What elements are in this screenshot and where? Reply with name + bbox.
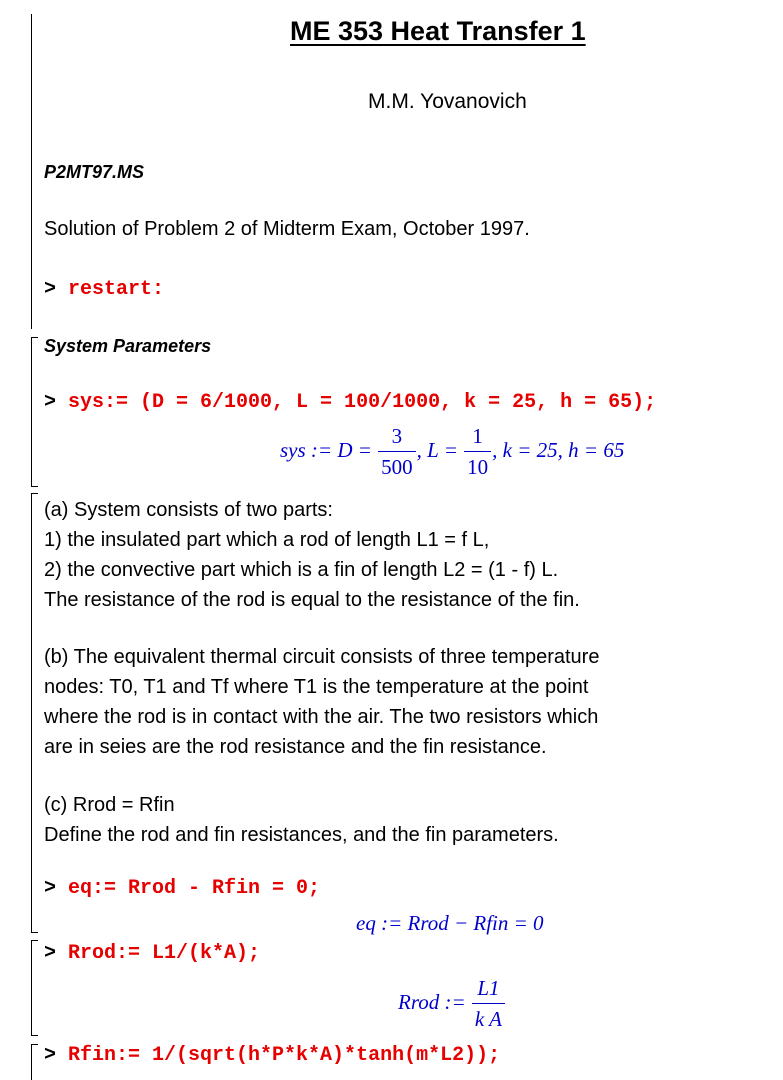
input-line-sys[interactable] bbox=[44, 391, 656, 414]
text-line: (a) System consists of two parts: bbox=[44, 499, 333, 521]
output-eq: eq := Rrod − Rfin = 0 bbox=[356, 911, 544, 935]
output-sys-frac1-num: 3 bbox=[391, 424, 403, 448]
paragraph-b bbox=[44, 642, 599, 762]
output-sys-rest: , k = 25, h = 65 bbox=[492, 437, 625, 462]
section-bracket-rfin bbox=[31, 1044, 32, 1080]
output-rrod bbox=[398, 976, 506, 1032]
code-sys[interactable]: sys:= (D = 6/1000, L = 100/1000, k = 25, h = 65); bbox=[68, 391, 657, 414]
output-sys-mid: , L = bbox=[416, 437, 464, 462]
prompt: > bbox=[44, 1044, 57, 1067]
section-heading-system: System Parameters bbox=[44, 336, 212, 356]
text-line: where the rod is in contact with the air. The two resistors which bbox=[44, 706, 599, 728]
input-line-eq[interactable] bbox=[44, 877, 320, 900]
file-label: P2MT97.MS bbox=[44, 162, 145, 182]
prompt: > bbox=[44, 877, 57, 900]
section-bracket-rrod bbox=[31, 940, 32, 1036]
section-bracket-intro bbox=[31, 14, 32, 329]
text-line: 1) the insulated part which a rod of length L1 = f L, bbox=[44, 529, 490, 551]
code-rfin[interactable]: Rfin:= 1/(sqrt(h*P*k*A)*tanh(m*L2)); bbox=[68, 1044, 501, 1067]
output-sys-lhs: sys := D = bbox=[280, 437, 378, 462]
paragraph-c bbox=[44, 790, 559, 850]
code-restart[interactable]: restart: bbox=[68, 278, 165, 301]
output-sys-frac2-den: 10 bbox=[464, 451, 491, 480]
input-line-restart[interactable] bbox=[44, 278, 164, 301]
prompt: > bbox=[44, 942, 57, 965]
code-eq[interactable]: eq:= Rrod - Rfin = 0; bbox=[68, 877, 321, 900]
text-line: (c) Rrod = Rfin bbox=[44, 794, 175, 816]
output-rrod-lhs: Rrod := bbox=[398, 989, 471, 1014]
section-bracket-system bbox=[31, 337, 32, 487]
prompt: > bbox=[44, 278, 57, 301]
output-sys-frac2-num: 1 bbox=[472, 424, 483, 448]
output-rrod-den: k A bbox=[472, 1003, 505, 1032]
prompt: > bbox=[44, 391, 57, 414]
input-line-rfin[interactable] bbox=[44, 1044, 500, 1067]
text-line: (b) The equivalent thermal circuit consists of three temperature bbox=[44, 646, 600, 668]
output-sys bbox=[280, 424, 624, 480]
section-bracket-analysis bbox=[31, 493, 32, 933]
paragraph-a bbox=[44, 495, 580, 615]
text-line: Define the rod and fin resistances, and the fin parameters. bbox=[44, 824, 559, 846]
code-rrod[interactable]: Rrod:= L1/(k*A); bbox=[68, 942, 261, 965]
text-line: The resistance of the rod is equal to the resistance of the fin. bbox=[44, 589, 580, 611]
output-sys-frac1-den: 500 bbox=[378, 451, 416, 480]
author: M.M. Yovanovich bbox=[368, 90, 527, 113]
text-line: 2) the convective part which is a fin of length L2 = (1 - f) L. bbox=[44, 559, 559, 581]
intro-text: Solution of Problem 2 of Midterm Exam, October 1997. bbox=[44, 218, 530, 240]
page-title: ME 353 Heat Transfer 1 bbox=[290, 16, 586, 46]
output-rrod-num: L1 bbox=[477, 976, 500, 1000]
input-line-rrod[interactable] bbox=[44, 942, 260, 965]
text-line: nodes: T0, T1 and Tf where T1 is the temperature at the point bbox=[44, 676, 589, 698]
text-line: are in seies are the rod resistance and the fin resistance. bbox=[44, 736, 547, 758]
